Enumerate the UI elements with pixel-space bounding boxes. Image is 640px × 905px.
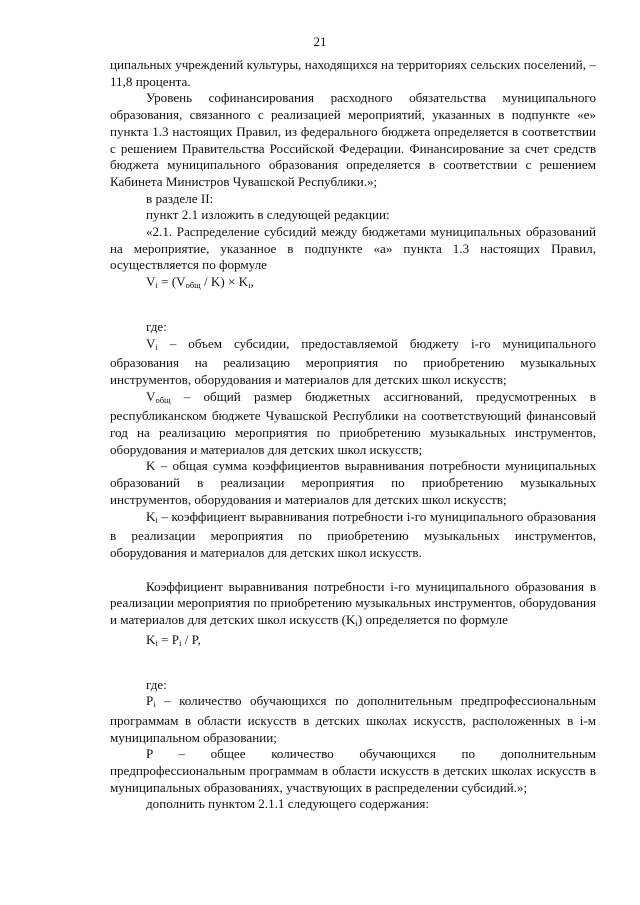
where-label: где: (146, 676, 167, 692)
section-line: в разделе II: (146, 190, 214, 206)
definition-k: K – общая сумма коэффициентов выравнивания потребности муниципальных образований в реализации мероприятия по приобретению музыкальных инструментов, оборудования и материалов для детских школ искусств; (110, 458, 596, 507)
formula-coefficient: $K_i = P_i / P$, (146, 631, 201, 648)
paragraph-cofinancing: Уровень софинансирования расходного обязательства муниципального образования, связанного с реализацией мероприятий, указанных в подпункте «е» пункта 1.3 настоящих Правил, из федерального бюджета определяется в соответствии с решением Правительства Российской Федерации. Финансирование за счет средств бюджета муниципального образования определяется в соответствии с решением Кабинета Министров Чувашской Республики.»; (110, 90, 596, 189)
paragraph-clause-2-1: «2.1. Распределение субсидий между бюджетами муниципальных образований на мероприятие, указанное в подпункте «а» пункта 1.3 настоящих Правил, осуществляется по формуле (110, 224, 596, 273)
paragraph-coefficient: Коэффициент выравнивания потребности i-го муниципального образования в реализации мероприятия по приобретению музыкальных инструментов, оборудования и материалов для детских школ искусств (Ki) определяется по формуле (110, 578, 596, 629)
formula-subsidy: $V_i = (V_{общ} / K) \times K_i$, (146, 274, 254, 291)
add-clause-line: дополнить пунктом 2.1.1 следующего содержания: (146, 796, 429, 812)
paragraph-continuation: ципальных учреждений культуры, находящихся на территориях сельских поселений, – 11,8 процента. (110, 57, 596, 89)
definition-p: P – общее количество обучающихся по дополнительным предпрофессиональным программам в области искусств в детских школах искусств в муниципальных образованиях, участвующих в распределении субсидий.»; (110, 746, 596, 795)
clause-intro-line: пункт 2.1 изложить в следующей редакции: (146, 207, 390, 223)
page-number: 21 (313, 34, 327, 49)
definition-pi: Pi – количество обучающихся по дополнительным предпрофессиональным программам в области искусств в детских школах искусств, расположенных в i-м муниципальном образовании; (110, 693, 596, 745)
definition-ki: Ki – коэффициент выравнивания потребности i-го муниципального образования в реализации мероприятия по приобретению музыкальных инструментов, оборудования и материалов для детских школ искусств. (110, 508, 596, 560)
where-label: где: (146, 318, 167, 334)
document-body (110, 57, 596, 813)
definition-vi: $V_i$ – объем субсидии, предоставляемой бюджету i-го муниципального образования на реализацию мероприятия по приобретению музыкальных инструментов, оборудования и материалов для детских школ искусств; (110, 335, 596, 387)
definition-vobsh: Vобщ – общий размер бюджетных ассигнований, предусмотренных в республиканском бюджете Чувашской Республики на соответствующий финансовый год на реализацию мероприятия по приобретению музыкальных инструментов, оборудования и материалов для детских школ искусств; (110, 388, 596, 457)
